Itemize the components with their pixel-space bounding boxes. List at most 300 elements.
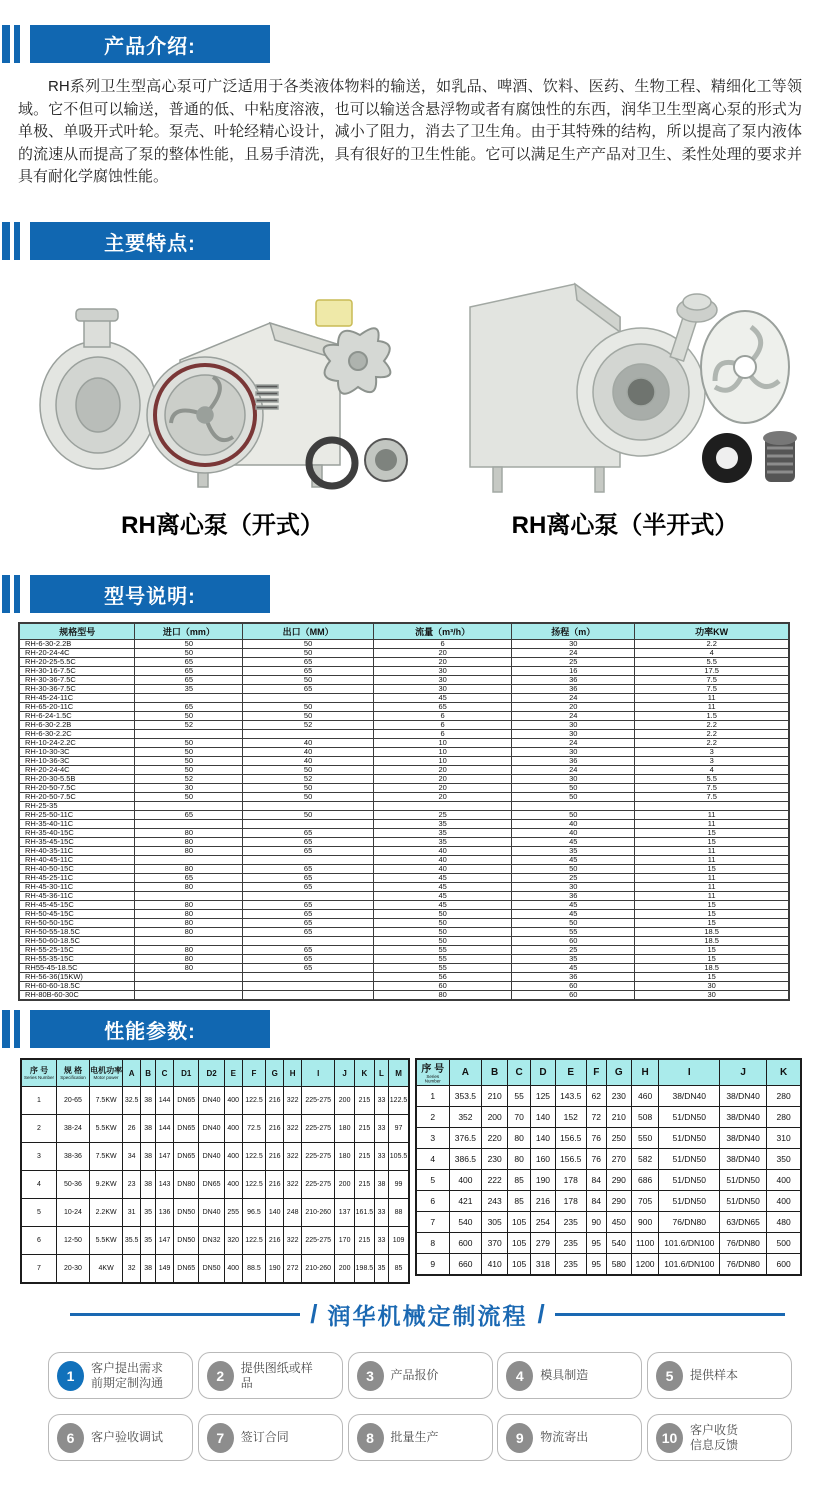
table-cell: 30 [512,883,635,892]
step-number-badge: 5 [656,1361,683,1391]
table-row [21,1115,409,1143]
table-cell: 600 [767,1254,801,1276]
column-header: 规 格 Specification [56,1059,89,1087]
table-cell: RH-56-36(15KW) [19,973,135,982]
table-cell: 24 [512,694,635,703]
table-cell: 580 [606,1254,631,1276]
pump-open-caption: RH离心泵（开式） [121,512,324,539]
table-cell: 215 [355,1171,375,1199]
table-cell: 65 [243,901,374,910]
table-cell: RH-45-25-11C [19,874,135,883]
table-cell: 508 [631,1107,659,1128]
column-header: 序 号 Series Number [416,1059,449,1086]
table-cell: 65 [373,703,511,712]
table-cell: 38 [141,1255,156,1284]
table-cell: 122.5 [242,1227,266,1255]
table-cell: 65 [135,811,243,820]
table-cell: 6 [373,712,511,721]
table-cell: 24 [512,649,635,658]
performance-table-left [20,1058,410,1284]
table-cell: 38 [374,1171,388,1199]
column-header: C [508,1059,531,1086]
table-cell: RH-45-36-11C [19,892,135,901]
table-cell: RH-20-24-4C [19,649,135,658]
table-cell: 215 [355,1115,375,1143]
table-cell: 8 [416,1233,449,1254]
table-cell: 55 [373,955,511,964]
table-cell: 40 [243,739,374,748]
model-spec-table [18,622,790,1001]
table-cell: 400 [224,1115,242,1143]
table-cell: RH-25-35 [19,802,135,811]
divider-line [555,1313,785,1316]
table-cell: 225-275 [302,1143,335,1171]
table-cell: 350 [767,1149,801,1170]
table-cell: 2.2KW [90,1199,123,1227]
column-header: F [242,1059,266,1087]
table-cell: 50 [512,784,635,793]
table-cell: 540 [449,1212,482,1233]
table-cell: 2 [416,1107,449,1128]
table-cell: 136 [156,1199,174,1227]
table-cell: 31 [123,1199,141,1227]
table-cell: RH-40-50-15C [19,865,135,874]
column-header: D [531,1059,556,1086]
table-cell: 55 [373,964,511,973]
table-cell: 550 [631,1128,659,1149]
banner-stripe [2,575,10,613]
step-label: 模具制造 [540,1368,589,1382]
table-cell: 215 [355,1227,375,1255]
table-cell: 370 [482,1233,508,1254]
column-header: I [302,1059,335,1087]
table-cell: 65 [243,685,374,694]
table-cell: 279 [531,1233,556,1254]
table-cell: 140 [531,1107,556,1128]
table-cell: 156.5 [555,1149,586,1170]
table-cell: 80 [135,928,243,937]
step-label: 签订合同 [240,1430,289,1444]
table-cell: DN32 [199,1227,224,1255]
table-cell: 38 [141,1115,156,1143]
table-cell: 50 [512,865,635,874]
table-cell: 225-275 [302,1227,335,1255]
table-cell: 5 [416,1170,449,1191]
table-cell: 50 [135,793,243,802]
table-cell: DN65 [174,1115,199,1143]
table-cell: 65 [243,955,374,964]
table-cell: 45 [373,883,511,892]
table-row [19,901,789,910]
column-header: 功率KW [635,623,789,640]
table-cell: 80 [135,883,243,892]
table-cell: 147 [156,1227,174,1255]
table-cell: 15 [635,901,789,910]
table-cell: 11 [635,811,789,820]
table-cell: 24 [512,739,635,748]
table-cell [243,856,374,865]
table-cell: 216 [266,1087,284,1115]
table-cell: 140 [531,1128,556,1149]
table-cell: 30 [373,667,511,676]
table-cell: 322 [284,1115,302,1143]
table-cell: 210 [482,1086,508,1107]
table-cell: 421 [449,1191,482,1212]
table-cell: 50 [135,649,243,658]
table-cell: DN40 [199,1199,224,1227]
table-cell: 143 [156,1171,174,1199]
column-header: D1 [174,1059,199,1087]
table-cell: 36 [512,757,635,766]
table-cell: 216 [266,1115,284,1143]
table-cell: 254 [531,1212,556,1233]
table-cell: 45 [512,901,635,910]
table-cell: 160 [531,1149,556,1170]
table-cell: 38 [141,1143,156,1171]
step-label: 批量生产 [390,1430,439,1444]
pump-semi-open-type-image [445,262,805,507]
table-cell: 45 [373,874,511,883]
table-cell: 25 [512,946,635,955]
table-cell: 20 [373,793,511,802]
section-title: 型号说明: [30,575,270,613]
flow-step [48,1414,193,1461]
table-cell: 65 [243,928,374,937]
table-cell: 200 [335,1171,355,1199]
table-cell: 122.5 [242,1171,266,1199]
flow-step [348,1352,493,1399]
table-cell: 35 [141,1199,156,1227]
table-cell [135,820,243,829]
table-cell: 17.5 [635,667,789,676]
table-cell: 101.6/DN100 [659,1254,720,1276]
table-cell: 400 [767,1170,801,1191]
column-header: A [449,1059,482,1086]
table-cell: 84 [586,1191,606,1212]
table-cell: DN80 [174,1171,199,1199]
table-cell: 15 [635,919,789,928]
table-cell: 56 [373,973,511,982]
table-cell: 10 [373,748,511,757]
table-cell: 322 [284,1143,302,1171]
column-header: 进口（mm） [135,623,243,640]
table-row [19,703,789,712]
column-header: A [123,1059,141,1087]
table-cell: 80 [135,901,243,910]
table-cell: 33 [374,1143,388,1171]
table-cell [243,991,374,1001]
table-cell: 210 [606,1107,631,1128]
table-cell: 38/DN40 [659,1086,720,1107]
table-cell: 35 [141,1227,156,1255]
table-row [19,847,789,856]
table-cell: 38 [141,1171,156,1199]
table-cell: 24 [512,766,635,775]
table-cell: 80 [135,964,243,973]
table-cell: 400 [224,1171,242,1199]
table-cell: 15 [635,955,789,964]
table-cell: 11 [635,703,789,712]
table-cell: 318 [531,1254,556,1276]
table-cell: 16 [512,667,635,676]
column-header: B [141,1059,156,1087]
table-cell: 63/DN65 [720,1212,767,1233]
table-row [19,676,789,685]
table-cell: 6 [416,1191,449,1212]
table-cell: 40 [373,847,511,856]
table-cell: 222 [482,1170,508,1191]
table-cell: 85 [508,1170,531,1191]
table-cell: 65 [243,667,374,676]
table-cell [135,856,243,865]
table-cell: 170 [335,1227,355,1255]
table-row [19,991,789,1001]
table-cell: RH-10-30-3C [19,748,135,757]
table-cell: 198.5 [355,1255,375,1284]
table-cell: 248 [284,1199,302,1227]
table-cell: 80 [135,955,243,964]
table-cell: 210-260 [302,1199,335,1227]
column-header: F [586,1059,606,1086]
table-cell: 215 [355,1087,375,1115]
column-header: J [335,1059,355,1087]
table-cell: DN65 [199,1171,224,1199]
table-cell: 55 [373,946,511,955]
table-cell: 33 [374,1199,388,1227]
table-cell: 400 [449,1170,482,1191]
table-cell: 280 [767,1107,801,1128]
table-cell [135,937,243,946]
table-cell: 88.5 [242,1255,266,1284]
table-cell: 30 [373,685,511,694]
step-label: 提供样本 [690,1368,739,1382]
table-cell: 235 [555,1254,586,1276]
table-cell [635,802,789,811]
table-cell: RH-6-30-2.2B [19,721,135,730]
table-cell: 109 [389,1227,409,1255]
column-header: G [266,1059,284,1087]
table-cell [243,892,374,901]
table-cell: RH-20-24-4C [19,766,135,775]
table-cell: 35 [373,838,511,847]
table-cell: 50 [135,739,243,748]
table-cell: 9.2KW [90,1171,123,1199]
table-cell: 178 [555,1170,586,1191]
table-cell: 33 [374,1115,388,1143]
section-banner-performance [0,1010,270,1048]
table-cell: DN65 [174,1143,199,1171]
column-header: C [156,1059,174,1087]
flow-step [348,1414,493,1461]
table-cell: 95 [586,1233,606,1254]
table-cell: 5.5 [635,658,789,667]
table-cell: 30 [512,748,635,757]
table-cell: 144 [156,1087,174,1115]
table-cell [243,973,374,982]
table-cell: 4 [635,766,789,775]
table-cell: 88 [389,1199,409,1227]
table-cell: RH-10-24-2.2C [19,739,135,748]
table-row [416,1170,801,1191]
table-row [19,946,789,955]
table-cell: 45 [373,892,511,901]
table-cell: 352 [449,1107,482,1128]
column-header: K [767,1059,801,1086]
table-cell: 45 [512,856,635,865]
table-cell: 137 [335,1199,355,1227]
table-cell: 40 [373,856,511,865]
column-header: M [389,1059,409,1087]
table-cell: 50 [512,919,635,928]
table-cell: 20 [373,658,511,667]
banner-stripe [2,25,10,63]
table-row [21,1143,409,1171]
table-cell: 40 [373,865,511,874]
table-cell: 30 [512,721,635,730]
table-cell: 125 [531,1086,556,1107]
table-header-row [19,623,789,640]
table-cell: 322 [284,1171,302,1199]
table-cell [135,973,243,982]
table-cell: 50 [373,928,511,937]
table-cell: 450 [606,1212,631,1233]
table-cell: 62 [586,1086,606,1107]
table-cell: 216 [266,1143,284,1171]
table-cell: 65 [243,883,374,892]
flow-title-text: 润华机械定制流程 [327,1302,528,1329]
table-cell: 40 [512,820,635,829]
table-cell: 400 [767,1191,801,1212]
table-cell: 60 [373,982,511,991]
table-cell: 582 [631,1149,659,1170]
table-cell: 65 [135,874,243,883]
table-cell: 11 [635,892,789,901]
step-label: 物流寄出 [540,1430,589,1444]
table-cell: 216 [266,1171,284,1199]
table-cell: 35 [512,847,635,856]
table-row [19,910,789,919]
table-cell: 95 [586,1254,606,1276]
table-cell: 2.2 [635,640,789,649]
table-cell: 51/DN50 [659,1170,720,1191]
table-cell: RH-55-25-15C [19,946,135,955]
table-cell: DN65 [174,1087,199,1115]
table-cell [135,892,243,901]
table-cell: 50 [373,937,511,946]
table-cell: RH-20-25-5.5C [19,658,135,667]
table-cell: 4 [416,1149,449,1170]
banner-stripe [14,1010,20,1048]
table-cell: 38 [141,1087,156,1115]
table-row [19,964,789,973]
table-cell: 76 [586,1149,606,1170]
table-cell: 305 [482,1212,508,1233]
table-cell: 147 [156,1143,174,1171]
table-cell: 15 [635,910,789,919]
step-number-badge: 10 [656,1423,683,1453]
table-cell: RH-20-50-7.5C [19,793,135,802]
table-cell: 12-50 [56,1227,89,1255]
table-row [19,793,789,802]
step-label: 客户验收调试 [91,1430,164,1444]
table-cell: 51/DN50 [659,1191,720,1212]
table-cell: 20 [512,703,635,712]
table-cell: 65 [243,874,374,883]
table-cell: 51/DN50 [659,1149,720,1170]
table-cell: 105 [508,1254,531,1276]
table-cell: 50 [135,748,243,757]
table-cell: 51/DN50 [659,1128,720,1149]
table-cell: 50 [373,910,511,919]
table-row [19,982,789,991]
table-cell: 122.5 [242,1087,266,1115]
table-cell: 15 [635,838,789,847]
table-row [19,829,789,838]
table-cell: 140 [266,1199,284,1227]
table-cell: RH-40-45-11C [19,856,135,865]
table-cell: 225-275 [302,1087,335,1115]
table-cell: 34 [123,1143,141,1171]
table-row [416,1212,801,1233]
table-cell: 1.5 [635,712,789,721]
table-cell: 149 [156,1255,174,1284]
table-cell: 5.5 [635,775,789,784]
table-row [19,784,789,793]
table-cell: 660 [449,1254,482,1276]
table-cell: 36 [512,685,635,694]
table-cell: 322 [284,1227,302,1255]
table-cell: 50 [243,784,374,793]
table-cell: 686 [631,1170,659,1191]
table-header-row [21,1059,409,1087]
table-cell: DN40 [199,1087,224,1115]
table-cell: RH-30-36-7.5C [19,685,135,694]
table-cell: 180 [335,1115,355,1143]
column-header: 扬程（m） [512,623,635,640]
table-cell: 1200 [631,1254,659,1276]
table-cell: 26 [123,1115,141,1143]
step-number-badge: 4 [506,1361,533,1391]
table-cell: 6 [373,721,511,730]
table-cell [243,694,374,703]
table-cell: 50 [135,712,243,721]
table-cell: 36 [512,973,635,982]
table-row [19,739,789,748]
table-cell: 3 [635,748,789,757]
table-cell: 322 [284,1087,302,1115]
table-cell: 33 [374,1087,388,1115]
table-cell: 460 [631,1086,659,1107]
table-cell [243,820,374,829]
table-row [19,766,789,775]
table-row [19,919,789,928]
table-cell: 80 [135,847,243,856]
table-cell: 35.5 [123,1227,141,1255]
table-cell: RH-40-35-11C [19,847,135,856]
table-row [19,685,789,694]
table-cell: 20 [373,649,511,658]
table-cell: 65 [135,658,243,667]
table-cell: 90 [586,1212,606,1233]
table-cell: 65 [243,910,374,919]
table-cell: 55 [508,1086,531,1107]
section-banner-features [0,222,270,260]
table-cell: 25 [373,811,511,820]
table-cell: 50 [243,811,374,820]
table-cell: 178 [555,1191,586,1212]
table-cell: 11 [635,856,789,865]
table-cell [135,982,243,991]
